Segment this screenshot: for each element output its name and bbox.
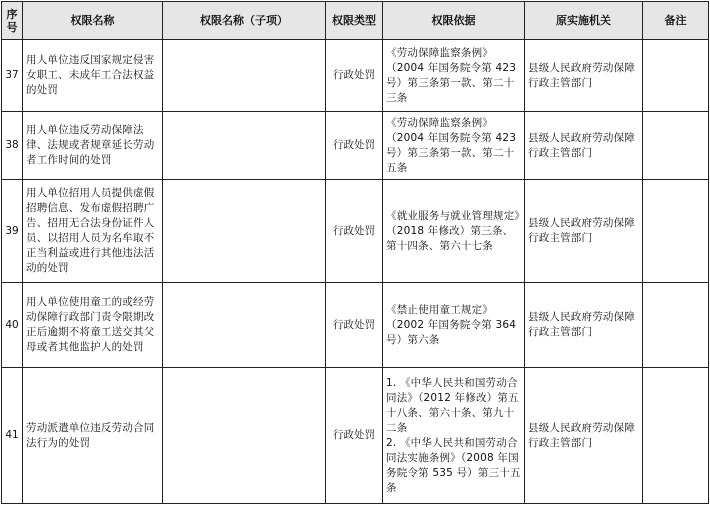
row-type: 行政处罚 xyxy=(326,283,383,368)
row-type: 行政处罚 xyxy=(326,112,383,180)
row-seq: 39 xyxy=(2,180,23,283)
row-basis-item: 《劳动保障监察条例》（2004 年国务院令第 423 号）第三条第一款、第二十五条 xyxy=(386,116,517,174)
row-note xyxy=(643,40,709,112)
table-row xyxy=(2,283,709,368)
row-name: 用人单位违反国家规定侵害女职工、未成年工合法权益的处罚 xyxy=(23,40,163,112)
row-name: 用人单位招用人员提供虚假招聘信息、发布虚假招聘广告、招用无合法身份证件人员、以招用人员为名牟取不正当利益或进行其他违法活动的处罚 xyxy=(23,180,163,283)
table-row xyxy=(2,40,709,112)
row-org: 县级人民政府劳动保障行政主管部门 xyxy=(525,180,643,283)
row-seq: 41 xyxy=(2,368,23,504)
row-name: 劳动派遣单位违反劳动合同法行为的处罚 xyxy=(23,368,163,504)
table-row xyxy=(2,368,709,504)
header-seq-line2: 号 xyxy=(6,20,18,34)
row-sub-name xyxy=(163,40,326,112)
row-basis-item: 1. 《中华人民共和国劳动合同法》（2012 年修改）第五十八条、第六十条、第九十二条 xyxy=(386,376,519,434)
row-seq: 40 xyxy=(2,283,23,368)
row-note xyxy=(643,180,709,283)
header-seq xyxy=(2,2,23,40)
row-basis-item: 《禁止使用童工规定》（2002 年国务院令第 364 号）第六条 xyxy=(386,303,517,346)
header-seq-line1: 序 xyxy=(6,7,18,21)
row-sub-name xyxy=(163,112,326,180)
row-sub-name xyxy=(163,368,326,504)
row-basis xyxy=(383,368,525,504)
row-basis xyxy=(383,283,525,368)
row-sub-name xyxy=(163,283,326,368)
table-row xyxy=(2,180,709,283)
row-basis xyxy=(383,112,525,180)
header-name: 权限名称 xyxy=(23,2,163,40)
row-org: 县级人民政府劳动保障行政主管部门 xyxy=(525,112,643,180)
row-type: 行政处罚 xyxy=(326,368,383,504)
row-name: 用人单位违反劳动保障法律、法规或者规章延长劳动者工作时间的处罚 xyxy=(23,112,163,180)
row-note xyxy=(643,112,709,180)
header-basis: 权限依据 xyxy=(383,2,525,40)
row-sub-name xyxy=(163,180,326,283)
row-basis xyxy=(383,180,525,283)
permissions-table xyxy=(1,1,709,504)
row-seq: 37 xyxy=(2,40,23,112)
row-org: 县级人民政府劳动保障行政主管部门 xyxy=(525,283,643,368)
header-org: 原实施机关 xyxy=(525,2,643,40)
row-basis-item: 2. 《中华人民共和国劳动合同法实施条例》（2008 年国务院令第 535 号）第三十五条 xyxy=(386,436,521,494)
row-name: 用人单位使用童工的或经劳动保障行政部门责令限期改正后逾期不将童工送交其父母或者其他监护人的处罚 xyxy=(23,283,163,368)
row-basis xyxy=(383,40,525,112)
header-note: 备注 xyxy=(643,2,709,40)
table-row xyxy=(2,112,709,180)
header-type: 权限类型 xyxy=(326,2,383,40)
row-basis-item: 《就业服务与就业管理规定》（2018 年修改）第三条、第十四条、第六十七条 xyxy=(386,209,520,252)
row-basis-item: 《劳动保障监察条例》（2004 年国务院令第 423 号）第三条第一款、第二十三条 xyxy=(386,46,517,104)
header-sub-name: 权限名称（子项） xyxy=(163,2,326,40)
row-org: 县级人民政府劳动保障行政主管部门 xyxy=(525,368,643,504)
row-type: 行政处罚 xyxy=(326,180,383,283)
row-type: 行政处罚 xyxy=(326,40,383,112)
row-seq: 38 xyxy=(2,112,23,180)
header-row xyxy=(2,2,709,40)
row-note xyxy=(643,283,709,368)
row-note xyxy=(643,368,709,504)
row-org: 县级人民政府劳动保障行政主管部门 xyxy=(525,40,643,112)
